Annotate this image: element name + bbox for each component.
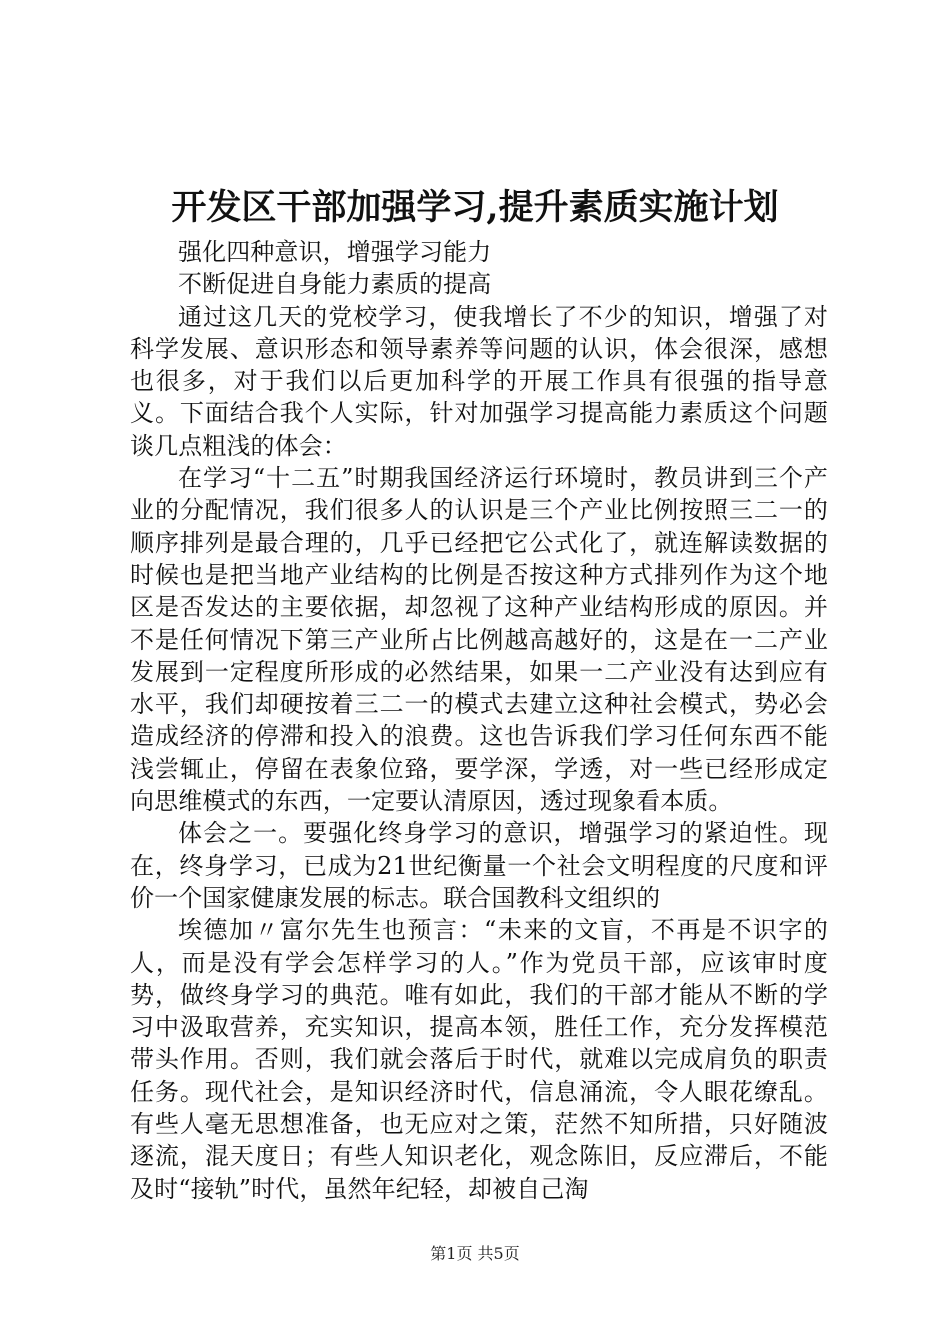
subheading-1: 强化四种意识，增强学习能力 xyxy=(178,238,492,266)
paragraph-industry: 在学习“十二五”时期我国经济运行环境时，教员讲到三个产业的分配情况，我们很多人的认识是三个产业比例按照三二一的顺序排列是最合理的，几乎已经把它公式化了，就连解读数据的时候也是把当地产业结构的比例是否按这种方式排列作为这个地区是否发达的主要依据，却忽视了这种产业结构形成的原因。并不是任何情况下第三产业所占比例越高越好的，这是在一二产业发展到一定程度所形成的必然结果，如果一二产业没有达到应有水平，我们却硬按着三二一的模式去建立这种社会模式，势必会造成经济的停滞和投入的浪费。这也告诉我们学习任何东西不能浅尝辄止，停留在表象位臵，要学深，学透，对一些已经形成定向思维模式的东西，一定要认清原因，透过现象看本质。 xyxy=(130,464,828,816)
page-number: 第1页 共5页 xyxy=(430,1244,520,1263)
subheading-2: 不断促进自身能力素质的提高 xyxy=(178,270,492,299)
document-title: 开发区干部加强学习,提升素质实施计划 xyxy=(171,187,779,228)
paragraph-faure: 埃德加〃富尔先生也预言：“未来的文盲，不再是不识字的人，而是没有学会怎样学习的人。”作为党员干部，应该审时度势，做终身学习的典范。唯有如此，我们的干部才能从不断的学习中汲取营养，充实知识，提高本领，胜任工作，充分发挥模范带头作用。否则，我们就会落后于时代，就难以完成肩负的职责任务。现代社会，是知识经济时代，信息涌流，令人眼花缭乱。有些人毫无思想准备，也无应对之策，茫然不知所措，只好随波逐流，混天度日；有些人知识老化，观念陈旧，反应滞后，不能及时“接轨”时代，虽然年纪轻，却被自己淘 xyxy=(130,916,828,1203)
document-body xyxy=(130,236,828,1205)
paragraph-intro: 通过这几天的党校学习，使我增长了不少的知识，增强了对科学发展、意识形态和领导素养等问题的认识，体会很深，感想也很多，对于我们以后更加科学的开展工作具有很强的指导意义。下面结合我个人实际，针对加强学习提高能力素质这个问题谈几点粗浅的体会： xyxy=(130,302,828,460)
paragraph-insight-one: 体会之一。要强化终身学习的意识，增强学习的紧迫性。现在，终身学习，已成为21世纪衡量一个社会文明程度的尺度和评价一个国家健康发展的标志。联合国教科文组织的 xyxy=(130,819,828,912)
